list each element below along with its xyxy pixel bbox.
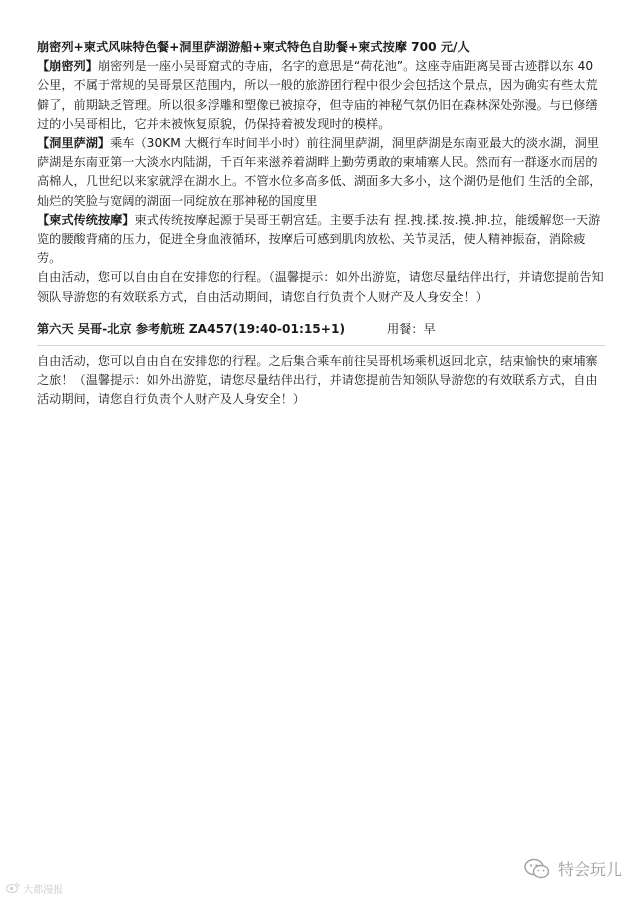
free-activity-text: 自由活动，您可以自由自在安排您的行程。（温馨提示：如外出游览，请您尽量结伴出行，并请您提前告知领队导游您的有效联系方式，自由活动期间，请您自行负责个人财产及人身安全！） <box>37 270 604 304</box>
package-title: 崩密列+柬式风味特色餐+洞里萨湖游船+柬式特色自助餐+柬式按摩 700 元/人 <box>37 40 470 54</box>
day6-meal: 用餐：早 <box>387 321 436 336</box>
watermark-left <box>6 881 63 896</box>
section-text: 崩密列是一座小吴哥窟式的寺庙，名字的意思是“荷花池”。这座寺庙距离吴哥古迹群以东 40 公里，不属于常规的吴哥景区范围内，所以一般的旅游团行程中很少会包括这个景点，因为确实有些太荒僻了，前期缺乏管理。所以很多浮雕和塑像已被掠夺，但寺庙的神秘气氛仍旧在森林深处弥漫。与已修缮过的小吴哥相比，它并未被恢复原貌，仍保持着被发现时的模样。 <box>37 59 598 131</box>
divider <box>37 345 605 346</box>
itinerary-page <box>37 38 605 409</box>
watermark-right-text: 特会玩儿 <box>557 860 622 879</box>
section-tonle-sap <box>37 134 605 211</box>
section-label: 【崩密列】 <box>37 59 98 74</box>
watermark-right <box>524 857 622 880</box>
section-text: 乘车（30KM 大概行车时间半小时）前往洞里萨湖，洞里萨湖是东南亚最大的淡水湖，洞里萨湖是东南亚第一大淡水内陆湖，千百年来滋养着湖畔上勤劳勇敢的柬埔寨人民。然而有一群逐水而居的高棉人，几世纪以来家就浮在湖水上。不管水位多高多低、湖面多大多小，这个湖仍是他们 生活的全部，灿烂的笑脸与宽阔的湖面一同绽放在那神秘的国度里 <box>37 136 602 208</box>
section-bengmealea <box>37 57 605 134</box>
watermark-left-text: 大都漫报 <box>23 885 64 896</box>
day6-header <box>37 319 605 339</box>
day6-route: 第六天 吴哥-北京 参考航班 ZA457(19:40-01:15+1) <box>37 321 346 336</box>
section-label: 【柬式传统按摩】 <box>37 212 135 227</box>
section-massage <box>37 211 605 269</box>
weibo-logo-icon <box>6 885 23 896</box>
wechat-logo-icon <box>524 858 550 880</box>
section-text: 柬式传统按摩起源于吴哥王朝宫廷。主要手法有 捏.拽.揉.按.摸.抻.拉，能缓解您一天游览的腰酸背痛的压力，促进全身血液循环，按摩后可感到肌肉放松、关节灵活，使人精神振奋，消除疲劳。 <box>37 212 601 266</box>
day6-text: 自由活动，您可以自由自在安排您的行程。之后集合乘车前往吴哥机场乘机返回北京，结束愉快的柬埔寨之旅！（温馨提示：如外出游览，请您尽量结伴出行，并请您提前告知领队导游您的有效联系方式，自由活动期间，请您自行负责个人财产及人身安全！） <box>37 353 598 407</box>
section-label: 【洞里萨湖】 <box>37 136 111 151</box>
